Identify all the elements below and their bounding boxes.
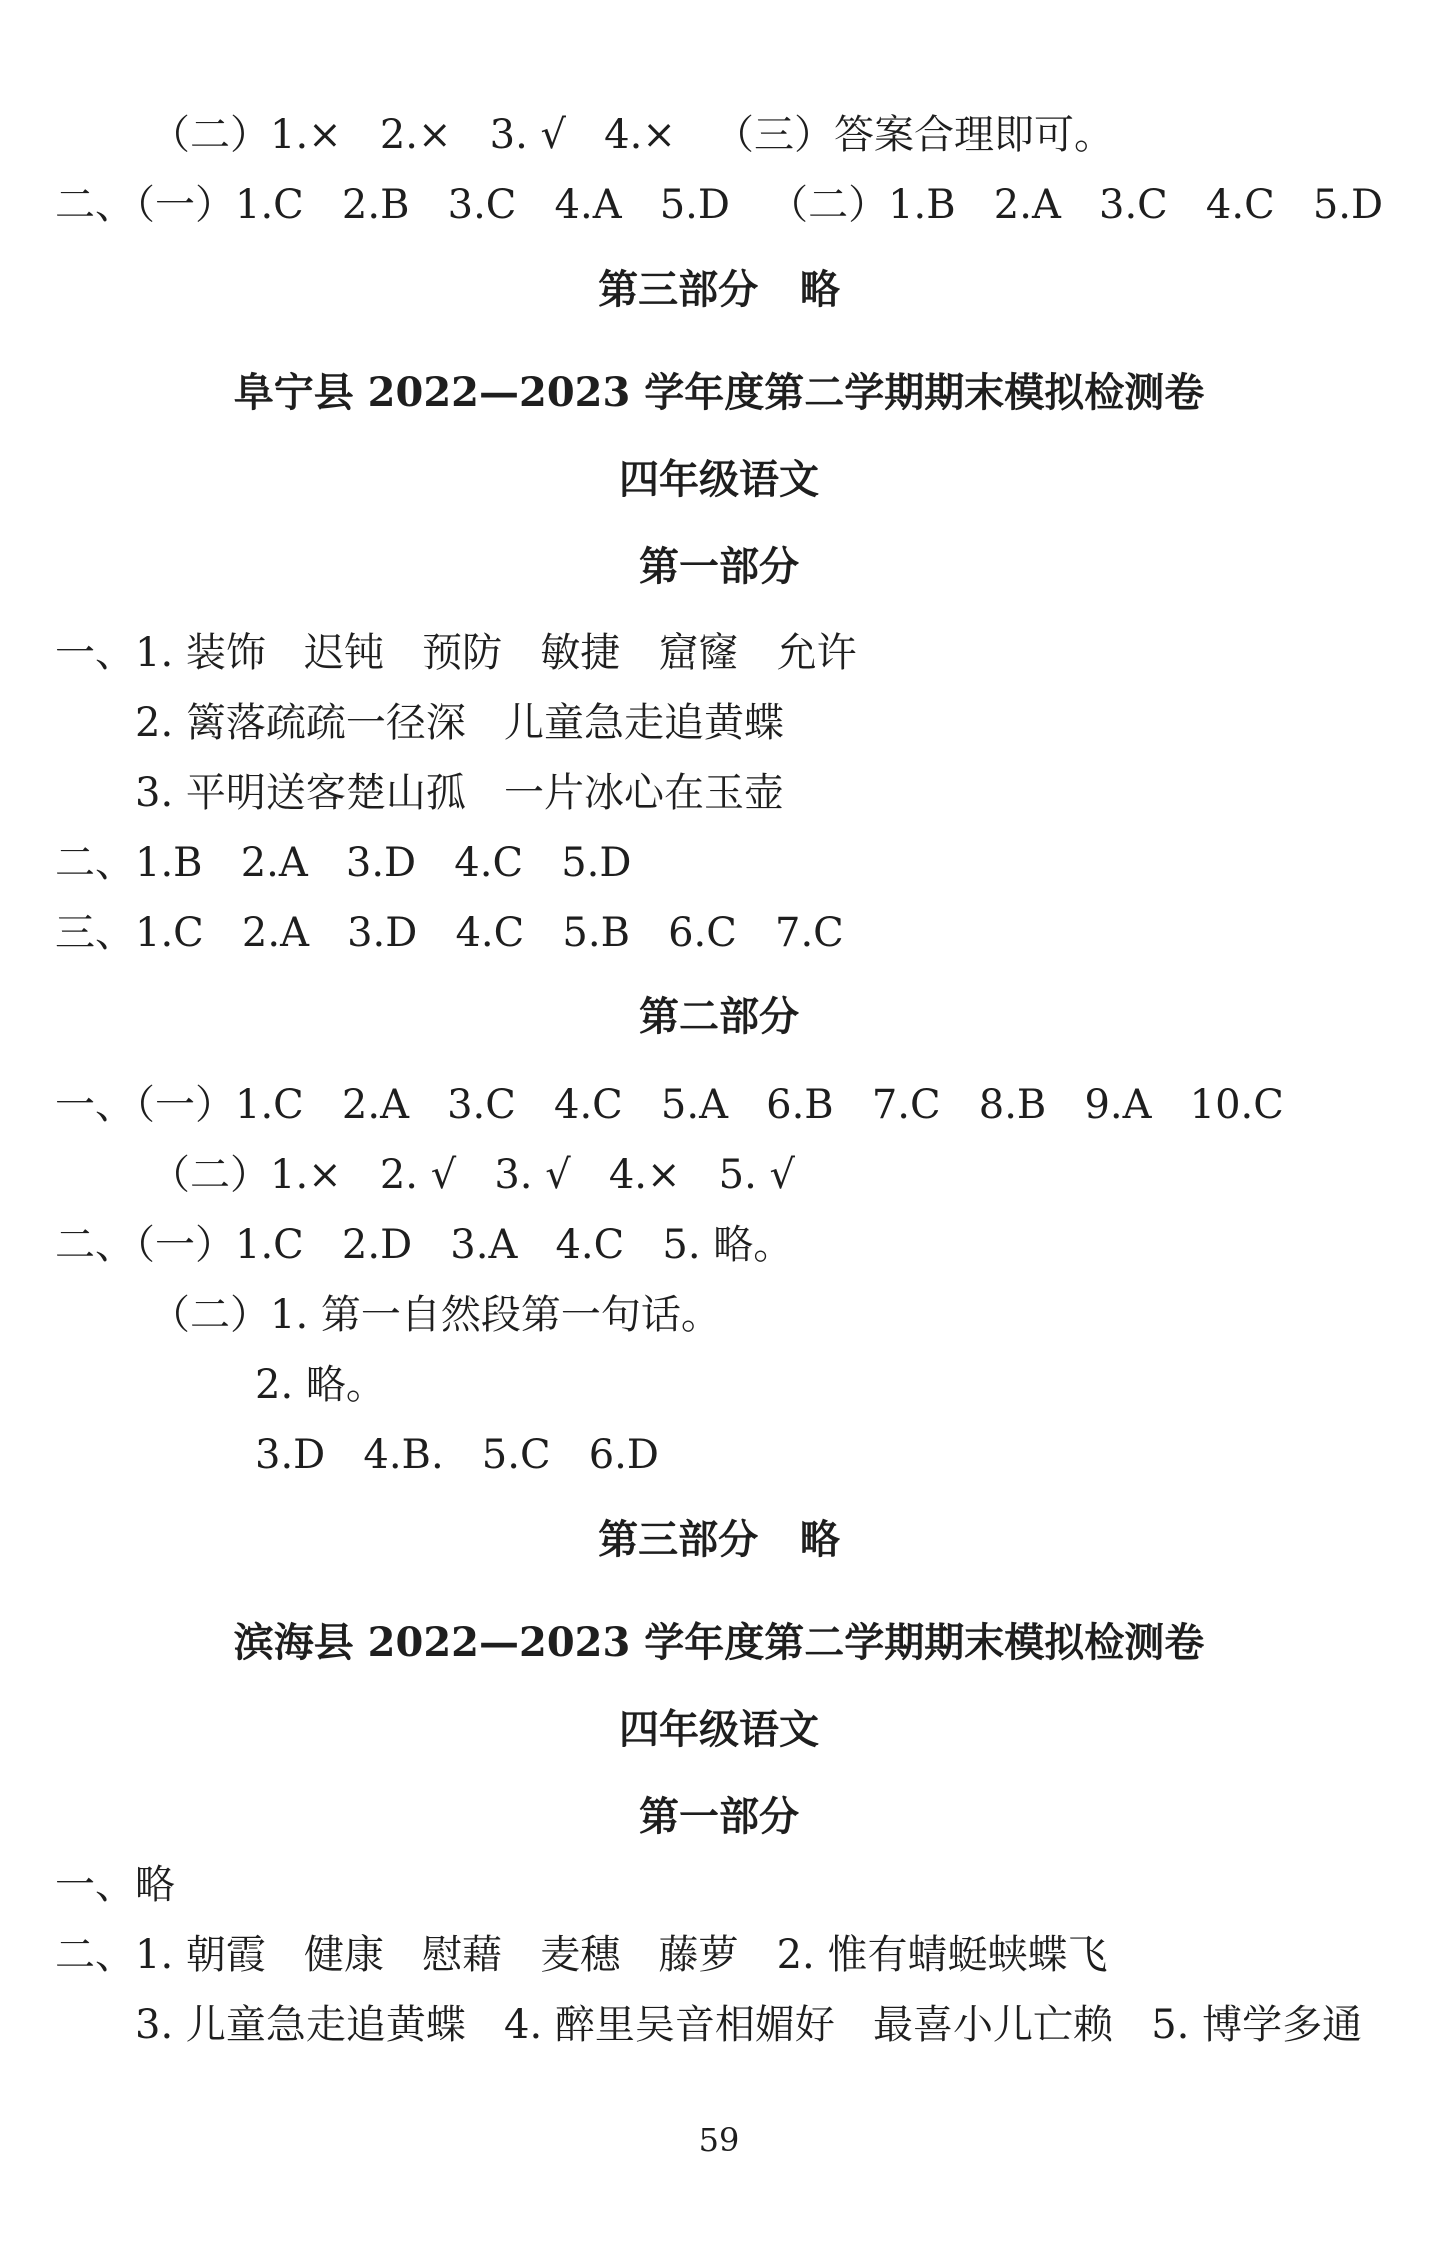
binhai-part1-heading: 第一部分 [639, 1793, 799, 1840]
part3-heading-top: 第三部分 略 [598, 266, 840, 313]
binhai-part1-line-2: 二、1. 朝霞 健康 慰藉 麦穗 藤萝 2. 惟有蜻蜓蛱蝶飞 [55, 1932, 1108, 1978]
funing-part2-line-2: （二）1.× 2. √ 3. √ 4.× 5. √ [150, 1152, 796, 1198]
funing-part1-line-3: 3. 平明送客楚山孤 一片冰心在玉壶 [135, 770, 785, 816]
funing-part1-line-2: 2. 篱落疏疏一径深 儿童急走追黄蝶 [135, 700, 785, 746]
page-number: 59 [698, 2121, 740, 2159]
funing-part2-line-5: 2. 略。 [255, 1362, 386, 1408]
funing-exam-subtitle: 四年级语文 [619, 456, 819, 503]
funing-part2-heading: 第二部分 [639, 993, 799, 1040]
top-answer-line-2: 二、（一）1.C 2.B 3.C 4.A 5.D （二）1.B 2.A 3.C 4.C 5.D [55, 182, 1384, 228]
funing-exam-title: 阜宁县 2022—2023 学年度第二学期期末模拟检测卷 [233, 369, 1205, 416]
binhai-part1-line-1: 一、略 [55, 1862, 175, 1908]
funing-part3-heading: 第三部分 略 [598, 1516, 840, 1563]
binhai-part1-line-3: 3. 儿童急走追黄蝶 4. 醉里吴音相媚好 最喜小儿亡赖 5. 博学多通 [135, 2002, 1363, 2048]
funing-part2-line-4: （二）1. 第一自然段第一句话。 [150, 1292, 721, 1338]
binhai-exam-subtitle: 四年级语文 [619, 1706, 819, 1753]
funing-part1-line-1: 一、1. 装饰 迟钝 预防 敏捷 窟窿 允许 [55, 630, 857, 676]
funing-part1-line-4: 二、1.B 2.A 3.D 4.C 5.D [55, 840, 632, 886]
top-answer-line-1: （二）1.× 2.× 3. √ 4.× （三）答案合理即可。 [150, 112, 1114, 158]
funing-part1-heading: 第一部分 [639, 543, 799, 590]
funing-part2-line-1: 一、（一）1.C 2.A 3.C 4.C 5.A 6.B 7.C 8.B 9.A 10.C [55, 1082, 1284, 1128]
funing-part2-line-3: 二、（一）1.C 2.D 3.A 4.C 5. 略。 [55, 1222, 794, 1268]
funing-part2-line-6: 3.D 4.B. 5.C 6.D [255, 1432, 659, 1478]
binhai-exam-title: 滨海县 2022—2023 学年度第二学期期末模拟检测卷 [233, 1619, 1205, 1666]
funing-part1-line-5: 三、1.C 2.A 3.D 4.C 5.B 6.C 7.C [55, 910, 844, 956]
